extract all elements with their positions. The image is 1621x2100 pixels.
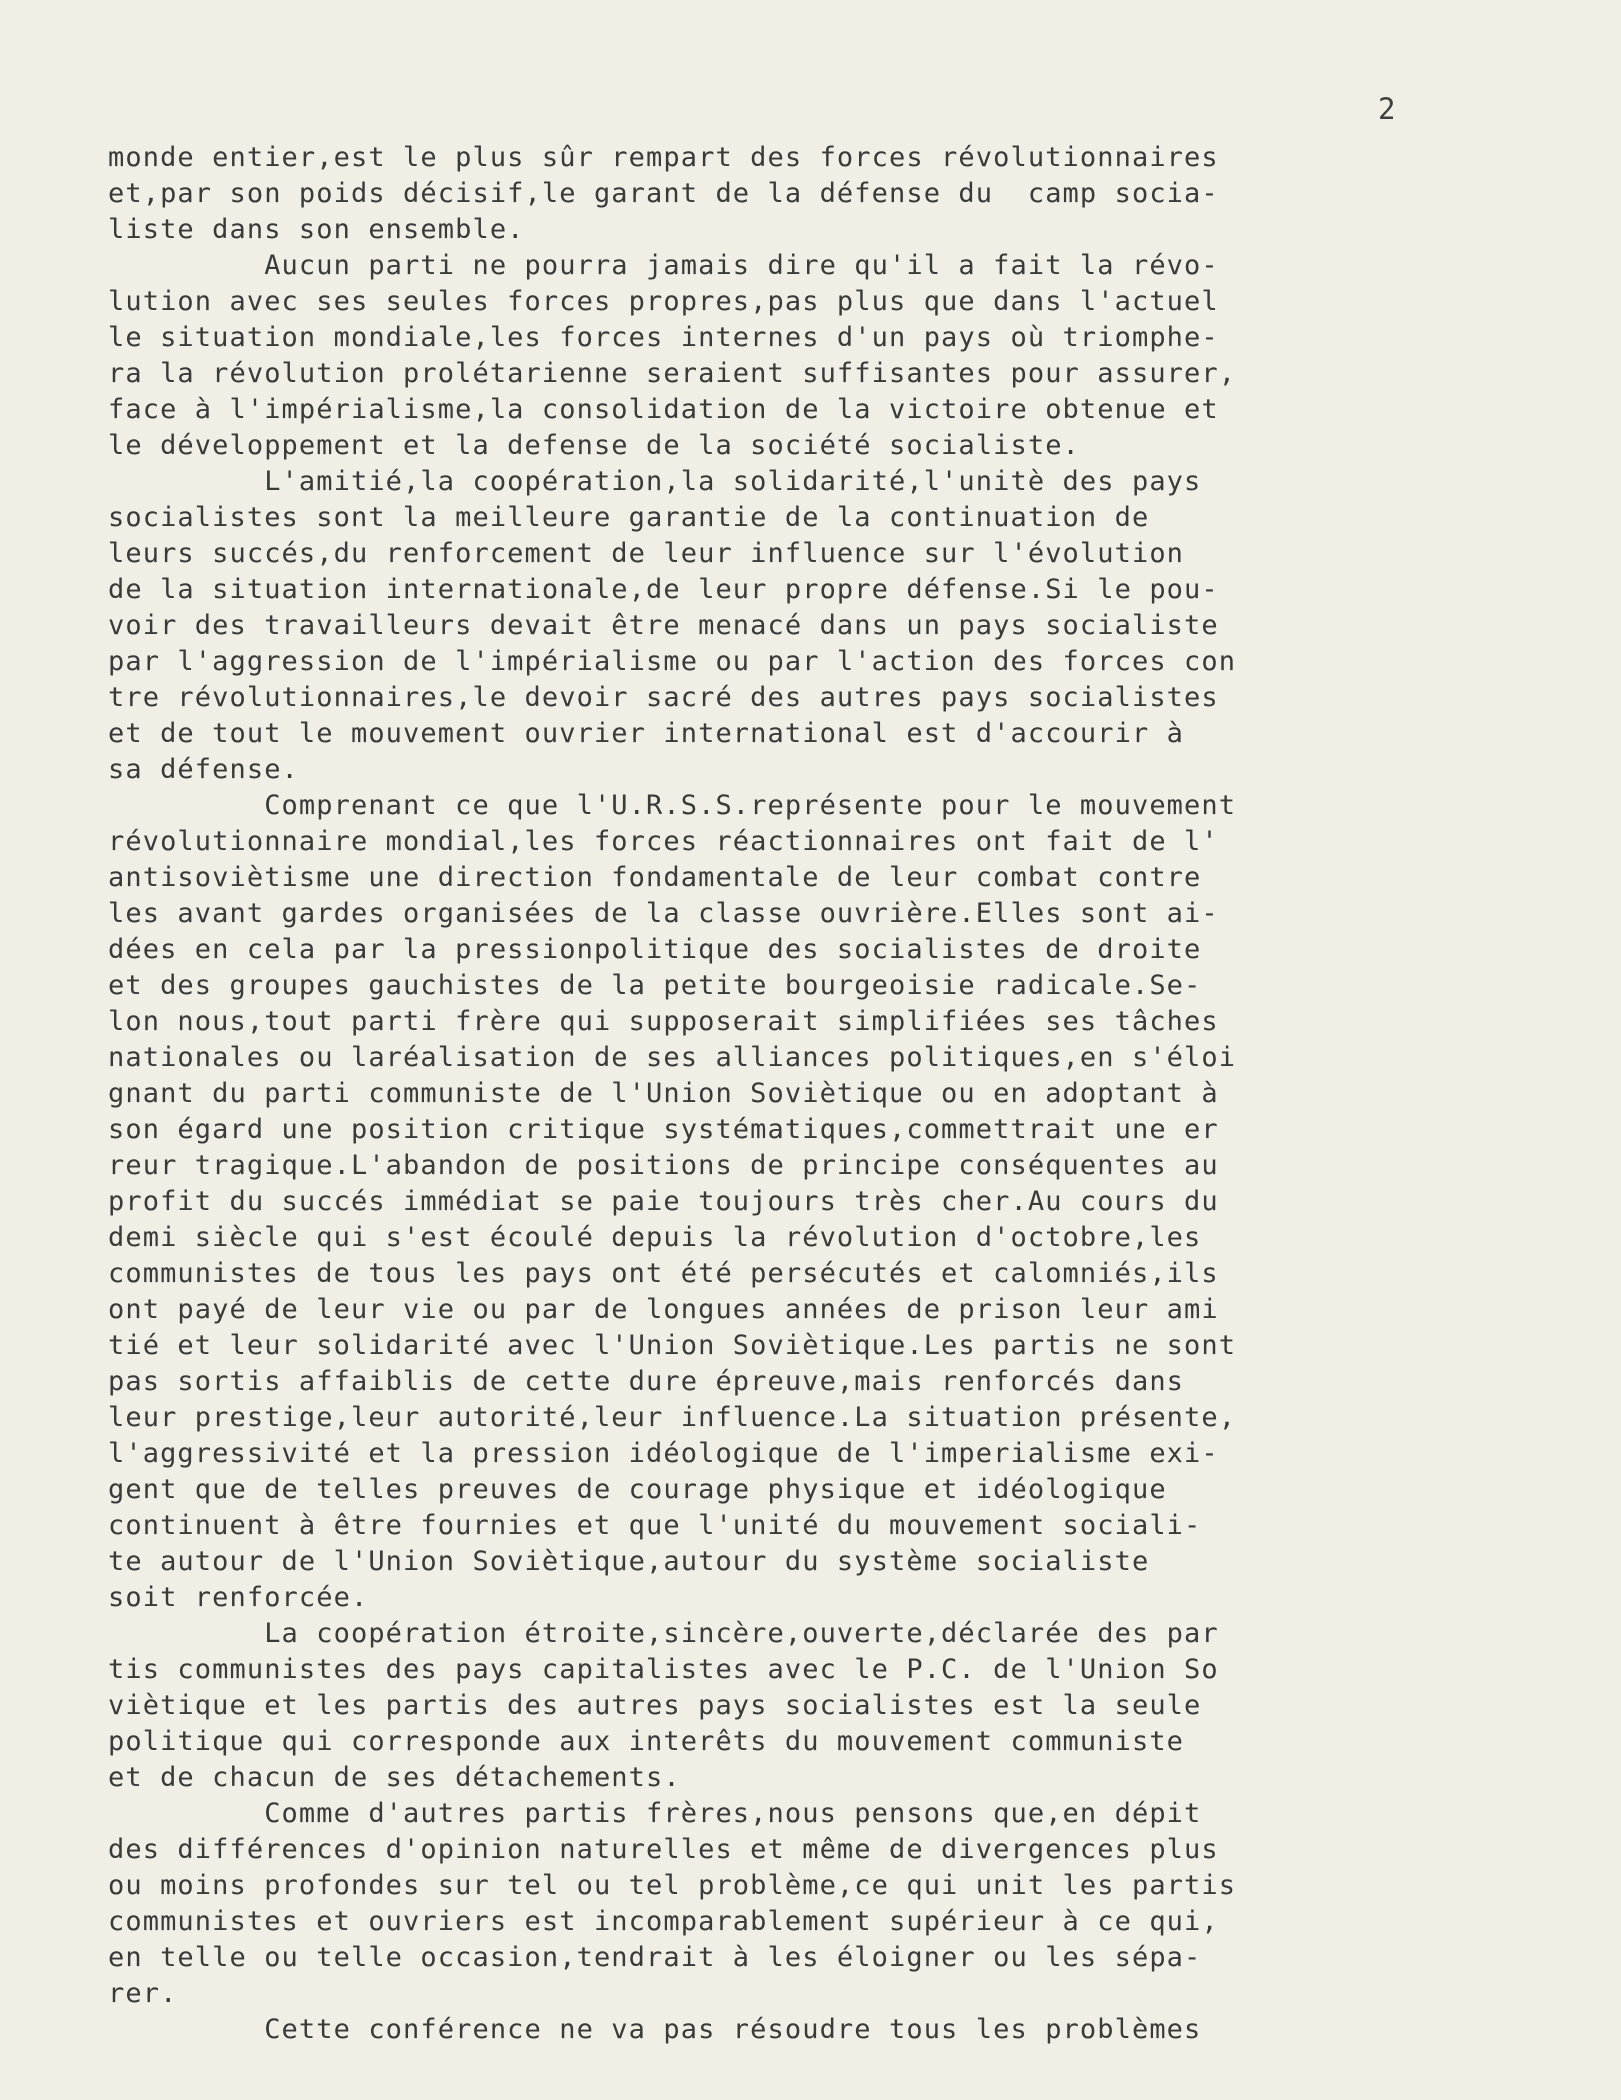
text-line: Aucun parti ne pourra jamais dire qu'il a fait la révo- [108,250,1219,281]
text-line: demi siècle qui s'est écoulé depuis la révolution d'octobre,les [108,1222,1202,1253]
text-line: antisoviètisme une direction fondamentale de leur combat contre [108,862,1202,893]
text-line: gent que de telles preuves de courage physique et idéologique [108,1474,1167,1505]
document-body [108,140,1428,2048]
text-line: gnant du parti communiste de l'Union Soviètique ou en adoptant à [108,1078,1219,1109]
text-line: te autour de l'Union Soviètique,autour du système socialiste [108,1546,1150,1577]
text-line: son égard une position critique systématiques,commettrait une er [108,1114,1219,1145]
text-line: politique qui corresponde aux interêts du mouvement communiste [108,1726,1185,1757]
text-line: des différences d'opinion naturelles et même de divergences plus [108,1834,1219,1865]
text-line: et des groupes gauchistes de la petite bourgeoisie radicale.Se- [108,970,1202,1001]
text-line: et,par son poids décisif,le garant de la défense du camp socia- [108,178,1219,209]
text-line: nationales ou laréalisation de ses alliances politiques,en s'éloi [108,1042,1237,1073]
text-line: dées en cela par la pressionpolitique des socialistes de droite [108,934,1202,965]
text-line: liste dans son ensemble. [108,214,525,245]
text-line: par l'aggression de l'impérialisme ou par l'action des forces con [108,646,1237,677]
page-number: 2 [1378,92,1396,126]
text-line: communistes de tous les pays ont été persécutés et calomniés,ils [108,1258,1219,1289]
text-line: La coopération étroite,sincère,ouverte,déclarée des par [108,1618,1219,1649]
text-line: révolutionnaire mondial,les forces réactionnaires ont fait de l' [108,826,1219,857]
text-line: rer. [108,1978,178,2009]
text-line: ou moins profondes sur tel ou tel problème,ce qui unit les partis [108,1870,1237,1901]
text-line: Comme d'autres partis frères,nous pensons que,en dépit [108,1798,1202,1829]
text-line: de la situation internationale,de leur propre défense.Si le pou- [108,574,1219,605]
text-line: et de tout le mouvement ouvrier international est d'accourir à [108,718,1185,749]
text-line: les avant gardes organisées de la classe ouvrière.Elles sont ai- [108,898,1219,929]
text-line: face à l'impérialisme,la consolidation de la victoire obtenue et [108,394,1219,425]
text-line: sa défense. [108,754,299,785]
text-line: et de chacun de ses détachements. [108,1762,681,1793]
text-line: lon nous,tout parti frère qui supposerait simplifiées ses tâches [108,1006,1219,1037]
text-line: leur prestige,leur autorité,leur influence.La situation présente, [108,1402,1237,1433]
text-line: L'amitié,la coopération,la solidarité,l'unitè des pays [108,466,1202,497]
text-line: tié et leur solidarité avec l'Union Soviètique.Les partis ne sont [108,1330,1237,1361]
text-line: Comprenant ce que l'U.R.S.S.représente pour le mouvement [108,790,1237,821]
text-line: l'aggressivité et la pression idéologique de l'imperialisme exi- [108,1438,1219,1469]
text-line: ont payé de leur vie ou par de longues années de prison leur ami [108,1294,1219,1325]
text-line: en telle ou telle occasion,tendrait à les éloigner ou les sépa- [108,1942,1202,1973]
text-line: leurs succés,du renforcement de leur influence sur l'évolution [108,538,1185,569]
text-line: socialistes sont la meilleure garantie de la continuation de [108,502,1150,533]
text-line: communistes et ouvriers est incomparablement supérieur à ce qui, [108,1906,1219,1937]
text-line: Cette conférence ne va pas résoudre tous les problèmes [108,2014,1202,2045]
text-line: monde entier,est le plus sûr rempart des forces révolutionnaires [108,142,1219,173]
text-line: viètique et les partis des autres pays socialistes est la seule [108,1690,1202,1721]
text-line: pas sortis affaiblis de cette dure épreuve,mais renforcés dans [108,1366,1185,1397]
text-line: le développement et la defense de la société socialiste. [108,430,1080,461]
text-line: reur tragique.L'abandon de positions de principe conséquentes au [108,1150,1219,1181]
text-line: tre révolutionnaires,le devoir sacré des autres pays socialistes [108,682,1219,713]
text-line: ra la révolution prolétarienne seraient suffisantes pour assurer, [108,358,1237,389]
text-line: soit renforcée. [108,1582,369,1613]
text-line: tis communistes des pays capitalistes avec le P.C. de l'Union So [108,1654,1219,1685]
text-line: continuent à être fournies et que l'unité du mouvement sociali- [108,1510,1202,1541]
text-line: profit du succés immédiat se paie toujours très cher.Au cours du [108,1186,1219,1217]
text-line: le situation mondiale,les forces internes d'un pays où triomphe- [108,322,1219,353]
text-line: voir des travailleurs devait être menacé dans un pays socialiste [108,610,1219,641]
text-line: lution avec ses seules forces propres,pas plus que dans l'actuel [108,286,1219,317]
